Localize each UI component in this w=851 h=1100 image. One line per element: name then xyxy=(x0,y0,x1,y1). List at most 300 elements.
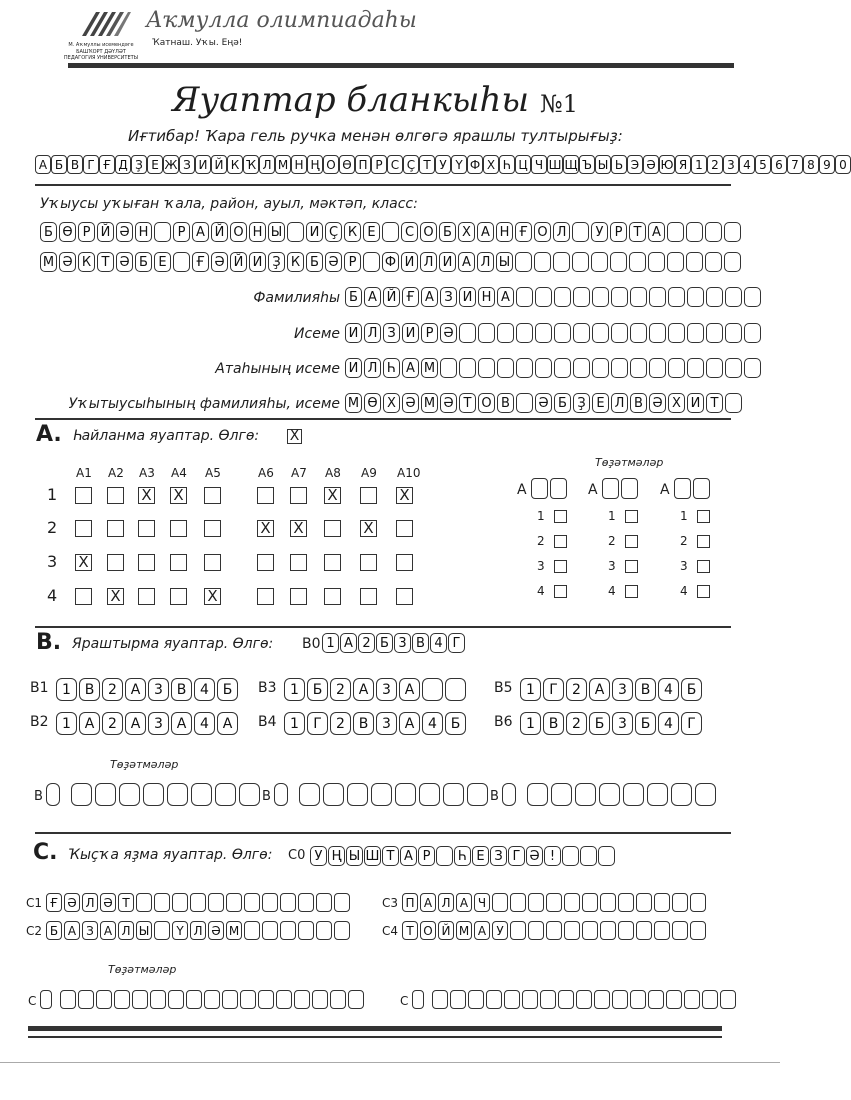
letter-cell[interactable]: Р xyxy=(421,323,438,343)
correction-cell[interactable] xyxy=(46,783,60,806)
answer-checkbox[interactable] xyxy=(138,554,155,571)
letter-cell[interactable]: Ә xyxy=(59,252,76,272)
alphabet-cell[interactable]: И xyxy=(195,155,211,174)
sample-cell[interactable]: З xyxy=(490,846,507,866)
short-answer-cell[interactable]: Ү xyxy=(172,921,188,940)
letter-cell[interactable] xyxy=(724,222,741,242)
matching-cell[interactable]: 4 xyxy=(658,678,679,701)
answer-checkbox[interactable] xyxy=(360,554,377,571)
letter-cell[interactable]: Й xyxy=(383,287,400,307)
letter-cell[interactable] xyxy=(686,222,703,242)
short-answer-cell[interactable] xyxy=(244,893,260,912)
letter-cell[interactable]: О xyxy=(230,222,247,242)
correction-cell[interactable] xyxy=(412,990,424,1009)
short-answer-cell[interactable]: А xyxy=(474,921,490,940)
alphabet-cell[interactable]: Л xyxy=(259,155,275,174)
matching-cell[interactable]: А xyxy=(125,678,146,701)
letter-cell[interactable] xyxy=(668,323,685,343)
letter-cell[interactable]: И xyxy=(345,323,362,343)
alphabet-cell[interactable]: 5 xyxy=(755,155,771,174)
matching-cell[interactable]: 2 xyxy=(330,678,351,701)
correction-cell[interactable] xyxy=(119,783,140,806)
letter-cell[interactable] xyxy=(534,252,551,272)
alphabet-cell[interactable]: Ң xyxy=(307,155,323,174)
letter-cell[interactable]: Б xyxy=(345,287,362,307)
sample-cell[interactable] xyxy=(580,846,597,866)
correction-cell[interactable] xyxy=(240,990,256,1009)
alphabet-cell[interactable]: Ж xyxy=(163,155,179,174)
letter-cell[interactable] xyxy=(516,287,533,307)
correction-cell[interactable] xyxy=(215,783,236,806)
matching-cell[interactable]: Б xyxy=(635,712,656,735)
correction-cell[interactable] xyxy=(395,783,416,806)
letter-cell[interactable]: Т xyxy=(629,222,646,242)
letter-cell[interactable]: Ә xyxy=(211,252,228,272)
correction-cell[interactable] xyxy=(599,783,620,806)
correction-checkbox[interactable] xyxy=(697,585,710,598)
short-answer-cell[interactable] xyxy=(316,921,332,940)
correction-cell[interactable] xyxy=(467,783,488,806)
letter-cell[interactable] xyxy=(497,358,514,378)
father-name-field[interactable] xyxy=(345,358,761,378)
matching-cell[interactable]: Г xyxy=(681,712,702,735)
letter-cell[interactable] xyxy=(573,287,590,307)
letter-cell[interactable] xyxy=(668,358,685,378)
short-answer-cell[interactable] xyxy=(280,921,296,940)
alphabet-cell[interactable]: О xyxy=(323,155,339,174)
name-field[interactable] xyxy=(345,323,761,343)
letter-cell[interactable]: Р xyxy=(78,222,95,242)
letter-cell[interactable]: Н xyxy=(496,222,513,242)
alphabet-cell[interactable]: 6 xyxy=(771,155,787,174)
letter-cell[interactable]: А xyxy=(648,222,665,242)
letter-cell[interactable] xyxy=(725,287,742,307)
short-answer-cell[interactable]: Б xyxy=(46,921,62,940)
letter-cell[interactable]: Й xyxy=(211,222,228,242)
letter-cell[interactable]: И xyxy=(687,393,704,413)
short-answer-cell[interactable]: Л xyxy=(190,921,206,940)
answer-checkbox[interactable] xyxy=(107,520,124,537)
correction-cell[interactable] xyxy=(671,783,692,806)
short-answer-cell[interactable] xyxy=(672,893,688,912)
short-answer-cell[interactable]: З xyxy=(82,921,98,940)
short-answer-cell[interactable] xyxy=(654,893,670,912)
letter-cell[interactable]: И xyxy=(345,358,362,378)
answer-checkbox[interactable] xyxy=(170,554,187,571)
sample-cell[interactable]: Е xyxy=(472,846,489,866)
letter-cell[interactable] xyxy=(724,252,741,272)
short-answer-cell[interactable] xyxy=(636,921,652,940)
letter-cell[interactable]: Л xyxy=(420,252,437,272)
letter-cell[interactable] xyxy=(516,358,533,378)
matching-cell[interactable]: А xyxy=(125,712,146,735)
letter-cell[interactable] xyxy=(515,252,532,272)
alphabet-cell[interactable]: Ҫ xyxy=(403,155,419,174)
short-answer-cell[interactable] xyxy=(600,921,616,940)
alphabet-cell[interactable]: В xyxy=(67,155,83,174)
answer-checkbox[interactable] xyxy=(75,520,92,537)
short-answer-cell[interactable]: А xyxy=(420,893,436,912)
sample-cell[interactable] xyxy=(562,846,579,866)
letter-cell[interactable] xyxy=(630,287,647,307)
short-answer-cell[interactable] xyxy=(298,921,314,940)
correction-checkbox[interactable] xyxy=(625,510,638,523)
alphabet-cell[interactable]: Я xyxy=(675,155,691,174)
alphabet-cell[interactable]: З xyxy=(179,155,195,174)
correction-cell[interactable] xyxy=(612,990,628,1009)
letter-cell[interactable] xyxy=(706,287,723,307)
short-answer-cell[interactable] xyxy=(280,893,296,912)
letter-cell[interactable] xyxy=(630,358,647,378)
letter-cell[interactable]: А xyxy=(421,287,438,307)
answer-checkbox[interactable] xyxy=(75,588,92,605)
sample-cell[interactable]: ! xyxy=(544,846,561,866)
letter-cell[interactable]: Т xyxy=(97,252,114,272)
short-answer-cell[interactable] xyxy=(672,921,688,940)
sample-cell[interactable]: У xyxy=(310,846,327,866)
sample-cell[interactable]: 4 xyxy=(430,633,447,653)
correction-checkbox[interactable] xyxy=(697,535,710,548)
correction-box[interactable] xyxy=(550,478,567,499)
letter-cell[interactable]: И xyxy=(459,287,476,307)
alphabet-cell[interactable]: М xyxy=(275,155,291,174)
letter-cell[interactable]: А xyxy=(192,222,209,242)
matching-cell[interactable]: 1 xyxy=(56,678,77,701)
letter-cell[interactable] xyxy=(382,222,399,242)
alphabet-cell[interactable]: Е xyxy=(147,155,163,174)
letter-cell[interactable]: Ә xyxy=(116,222,133,242)
matching-cell[interactable]: А xyxy=(217,712,238,735)
matching-cell[interactable]: 2 xyxy=(566,712,587,735)
letter-cell[interactable] xyxy=(649,323,666,343)
answer-checkbox[interactable] xyxy=(360,588,377,605)
alphabet-cell[interactable]: 3 xyxy=(723,155,739,174)
matching-cell[interactable]: А xyxy=(399,678,420,701)
correction-cell[interactable] xyxy=(647,783,668,806)
letter-cell[interactable] xyxy=(497,323,514,343)
short-answer-cell[interactable] xyxy=(564,893,580,912)
short-answer-cell[interactable]: А xyxy=(64,921,80,940)
sample-cell[interactable]: Б xyxy=(376,633,393,653)
short-answer-cell[interactable] xyxy=(172,893,188,912)
short-answer-cell[interactable] xyxy=(244,921,260,940)
alphabet-cell[interactable]: Ф xyxy=(467,155,483,174)
matching-cell[interactable]: 4 xyxy=(658,712,679,735)
alphabet-cell[interactable]: Ү xyxy=(451,155,467,174)
alphabet-cell[interactable]: 2 xyxy=(707,155,723,174)
letter-cell[interactable]: А xyxy=(364,287,381,307)
answer-checkbox[interactable] xyxy=(290,487,307,504)
letter-cell[interactable]: В xyxy=(630,393,647,413)
short-answer-cell[interactable]: А xyxy=(100,921,116,940)
letter-cell[interactable]: Л xyxy=(364,323,381,343)
correction-cell[interactable] xyxy=(695,783,716,806)
letter-cell[interactable] xyxy=(744,323,761,343)
letter-cell[interactable]: Р xyxy=(344,252,361,272)
letter-cell[interactable]: И xyxy=(439,252,456,272)
correction-box[interactable] xyxy=(531,478,548,499)
correction-cell[interactable] xyxy=(558,990,574,1009)
letter-cell[interactable]: Ы xyxy=(496,252,513,272)
answer-checkbox[interactable] xyxy=(257,588,274,605)
alphabet-cell[interactable]: Ғ xyxy=(99,155,115,174)
matching-cell[interactable]: 1 xyxy=(520,712,541,735)
letter-cell[interactable] xyxy=(744,358,761,378)
short-answer-cell[interactable] xyxy=(528,921,544,940)
short-answer-cell[interactable]: Т xyxy=(118,893,134,912)
matching-answer-field[interactable] xyxy=(284,678,466,701)
alphabet-cell[interactable]: Ө xyxy=(339,155,355,174)
alphabet-cell[interactable]: С xyxy=(387,155,403,174)
school-field-row1[interactable] xyxy=(40,222,741,242)
alphabet-cell[interactable]: 9 xyxy=(819,155,835,174)
matching-cell[interactable]: 2 xyxy=(102,712,123,735)
letter-cell[interactable]: Л xyxy=(553,222,570,242)
answer-checkbox[interactable]: X xyxy=(396,487,413,504)
matching-cell[interactable]: В xyxy=(79,678,100,701)
short-answer-cell[interactable]: Л xyxy=(438,893,454,912)
letter-cell[interactable] xyxy=(572,252,589,272)
matching-answer-field[interactable] xyxy=(520,678,702,701)
letter-cell[interactable] xyxy=(553,252,570,272)
correction-checkbox[interactable] xyxy=(554,510,567,523)
letter-cell[interactable]: Ә xyxy=(535,393,552,413)
letter-cell[interactable] xyxy=(630,323,647,343)
correction-cell[interactable] xyxy=(167,783,188,806)
matching-answer-field[interactable] xyxy=(56,712,238,735)
matching-cell[interactable]: А xyxy=(171,712,192,735)
answer-checkbox[interactable]: X xyxy=(290,520,307,537)
correction-cell[interactable] xyxy=(468,990,484,1009)
letter-cell[interactable] xyxy=(535,358,552,378)
short-answer-field[interactable] xyxy=(402,921,706,940)
answer-checkbox[interactable]: X xyxy=(257,520,274,537)
sample-cell[interactable]: В xyxy=(412,633,429,653)
alphabet-cell[interactable]: 4 xyxy=(739,155,755,174)
short-answer-cell[interactable]: О xyxy=(420,921,436,940)
short-answer-cell[interactable] xyxy=(334,921,350,940)
correction-cell[interactable] xyxy=(432,990,448,1009)
matching-cell[interactable]: Г xyxy=(307,712,328,735)
letter-cell[interactable]: А xyxy=(477,222,494,242)
alphabet-cell[interactable]: 0 xyxy=(835,155,851,174)
short-answer-cell[interactable] xyxy=(154,893,170,912)
correction-cell[interactable] xyxy=(222,990,238,1009)
sample-cell[interactable]: А xyxy=(400,846,417,866)
answer-checkbox[interactable] xyxy=(204,487,221,504)
answer-checkbox[interactable] xyxy=(290,554,307,571)
sample-cell[interactable]: Ы xyxy=(346,846,363,866)
letter-cell[interactable] xyxy=(173,252,190,272)
matching-cell[interactable]: 3 xyxy=(612,678,633,701)
letter-cell[interactable]: Н xyxy=(478,287,495,307)
letter-cell[interactable]: Һ xyxy=(383,358,400,378)
letter-cell[interactable]: З xyxy=(440,287,457,307)
correction-cell[interactable] xyxy=(684,990,700,1009)
correction-cell[interactable] xyxy=(576,990,592,1009)
letter-cell[interactable]: Л xyxy=(477,252,494,272)
correction-cell[interactable] xyxy=(204,990,220,1009)
correction-cell[interactable] xyxy=(258,990,274,1009)
short-answer-cell[interactable] xyxy=(262,921,278,940)
answer-checkbox[interactable] xyxy=(170,520,187,537)
letter-cell[interactable] xyxy=(667,252,684,272)
correction-box[interactable] xyxy=(602,478,619,499)
sample-cell[interactable]: Ш xyxy=(364,846,381,866)
matching-cell[interactable] xyxy=(422,678,443,701)
letter-cell[interactable]: Ы xyxy=(268,222,285,242)
correction-cell[interactable] xyxy=(648,990,664,1009)
correction-cell[interactable] xyxy=(371,783,392,806)
letter-cell[interactable]: Н xyxy=(135,222,152,242)
matching-cell[interactable]: В xyxy=(171,678,192,701)
correction-cell[interactable] xyxy=(486,990,502,1009)
letter-cell[interactable] xyxy=(440,358,457,378)
correction-cell[interactable] xyxy=(143,783,164,806)
letter-cell[interactable]: Ө xyxy=(59,222,76,242)
correction-checkbox[interactable] xyxy=(697,510,710,523)
letter-cell[interactable]: Р xyxy=(173,222,190,242)
short-answer-cell[interactable]: У xyxy=(492,921,508,940)
letter-cell[interactable]: Н xyxy=(249,222,266,242)
letter-cell[interactable]: О xyxy=(534,222,551,242)
letter-cell[interactable]: К xyxy=(344,222,361,242)
answer-checkbox[interactable]: X xyxy=(138,487,155,504)
correction-cell[interactable] xyxy=(294,990,310,1009)
sample-cell[interactable] xyxy=(436,846,453,866)
answer-checkbox[interactable]: X xyxy=(170,487,187,504)
letter-cell[interactable] xyxy=(686,252,703,272)
letter-cell[interactable] xyxy=(592,358,609,378)
correction-cell[interactable] xyxy=(347,783,368,806)
letter-cell[interactable] xyxy=(516,393,533,413)
letter-cell[interactable]: А xyxy=(497,287,514,307)
answer-checkbox[interactable] xyxy=(138,588,155,605)
short-correction-field[interactable] xyxy=(40,990,364,1009)
short-answer-cell[interactable] xyxy=(546,921,562,940)
correction-cell[interactable] xyxy=(443,783,464,806)
short-answer-cell[interactable] xyxy=(262,893,278,912)
short-answer-cell[interactable]: Й xyxy=(438,921,454,940)
letter-cell[interactable] xyxy=(478,323,495,343)
short-answer-cell[interactable]: Ә xyxy=(100,893,116,912)
alphabet-cell[interactable]: Ь xyxy=(611,155,627,174)
correction-cell[interactable] xyxy=(575,783,596,806)
matching-cell[interactable]: В xyxy=(543,712,564,735)
correction-cell[interactable] xyxy=(114,990,130,1009)
correction-cell[interactable] xyxy=(312,990,328,1009)
answer-checkbox[interactable] xyxy=(75,487,92,504)
letter-cell[interactable] xyxy=(668,287,685,307)
correction-checkbox[interactable] xyxy=(625,560,638,573)
letter-cell[interactable] xyxy=(572,222,589,242)
alphabet-cell[interactable]: 1 xyxy=(691,155,707,174)
alphabet-cell[interactable]: Ә xyxy=(643,155,659,174)
matching-cell[interactable]: 2 xyxy=(102,678,123,701)
short-answer-cell[interactable]: Л xyxy=(118,921,134,940)
answer-checkbox[interactable] xyxy=(107,554,124,571)
letter-cell[interactable] xyxy=(687,358,704,378)
letter-cell[interactable] xyxy=(687,287,704,307)
sample-cell[interactable]: Т xyxy=(382,846,399,866)
matching-correction-field[interactable] xyxy=(502,783,716,806)
correction-cell[interactable] xyxy=(623,783,644,806)
letter-cell[interactable]: З xyxy=(383,323,400,343)
correction-checkbox[interactable] xyxy=(554,585,567,598)
matching-correction-field[interactable] xyxy=(274,783,488,806)
matching-cell[interactable] xyxy=(445,678,466,701)
letter-cell[interactable] xyxy=(611,358,628,378)
letter-cell[interactable] xyxy=(554,287,571,307)
correction-cell[interactable] xyxy=(720,990,736,1009)
letter-cell[interactable]: Б xyxy=(40,222,57,242)
alphabet-cell[interactable]: Э xyxy=(627,155,643,174)
alphabet-cell[interactable]: Ц xyxy=(515,155,531,174)
correction-cell[interactable] xyxy=(299,783,320,806)
letter-cell[interactable] xyxy=(478,358,495,378)
correction-cell[interactable] xyxy=(330,990,346,1009)
short-answer-cell[interactable] xyxy=(654,921,670,940)
letter-cell[interactable] xyxy=(744,287,761,307)
short-answer-cell[interactable] xyxy=(582,893,598,912)
matching-cell[interactable]: Б xyxy=(307,678,328,701)
matching-cell[interactable]: Б xyxy=(681,678,702,701)
short-answer-cell[interactable] xyxy=(226,893,242,912)
correction-box[interactable] xyxy=(693,478,710,499)
alphabet-cell[interactable]: Ш xyxy=(547,155,563,174)
sample-cell[interactable]: Һ xyxy=(454,846,471,866)
letter-cell[interactable] xyxy=(363,252,380,272)
matching-answer-field[interactable] xyxy=(56,678,238,701)
letter-cell[interactable] xyxy=(611,323,628,343)
correction-cell[interactable] xyxy=(96,990,112,1009)
letter-cell[interactable]: Ҙ xyxy=(573,393,590,413)
answer-checkbox[interactable] xyxy=(204,554,221,571)
correction-cell[interactable] xyxy=(274,783,288,806)
short-answer-cell[interactable]: А xyxy=(456,893,472,912)
short-answer-cell[interactable]: Ы xyxy=(136,921,152,940)
correction-cell[interactable] xyxy=(95,783,116,806)
school-field-row2[interactable] xyxy=(40,252,741,272)
matching-cell[interactable]: 1 xyxy=(284,678,305,701)
letter-cell[interactable]: О xyxy=(478,393,495,413)
answer-checkbox[interactable] xyxy=(204,520,221,537)
sample-cell[interactable]: 3 xyxy=(394,633,411,653)
correction-cell[interactable] xyxy=(150,990,166,1009)
letter-cell[interactable]: И xyxy=(306,222,323,242)
short-answer-cell[interactable] xyxy=(546,893,562,912)
sample-cell[interactable]: Г xyxy=(448,633,465,653)
letter-cell[interactable] xyxy=(725,323,742,343)
correction-cell[interactable] xyxy=(594,990,610,1009)
surname-field[interactable] xyxy=(345,287,761,307)
matching-cell[interactable]: 3 xyxy=(376,712,397,735)
letter-cell[interactable]: Б xyxy=(439,222,456,242)
sample-cell[interactable] xyxy=(598,846,615,866)
short-answer-cell[interactable] xyxy=(492,893,508,912)
matching-cell[interactable]: 1 xyxy=(284,712,305,735)
matching-cell[interactable]: Б xyxy=(445,712,466,735)
correction-cell[interactable] xyxy=(276,990,292,1009)
sample-cell[interactable]: Ә xyxy=(526,846,543,866)
alphabet-cell[interactable]: К xyxy=(227,155,243,174)
letter-cell[interactable] xyxy=(649,287,666,307)
alphabet-cell[interactable]: П xyxy=(355,155,371,174)
correction-cell[interactable] xyxy=(504,990,520,1009)
letter-cell[interactable]: Т xyxy=(459,393,476,413)
alphabet-cell[interactable]: 7 xyxy=(787,155,803,174)
letter-cell[interactable]: Е xyxy=(592,393,609,413)
